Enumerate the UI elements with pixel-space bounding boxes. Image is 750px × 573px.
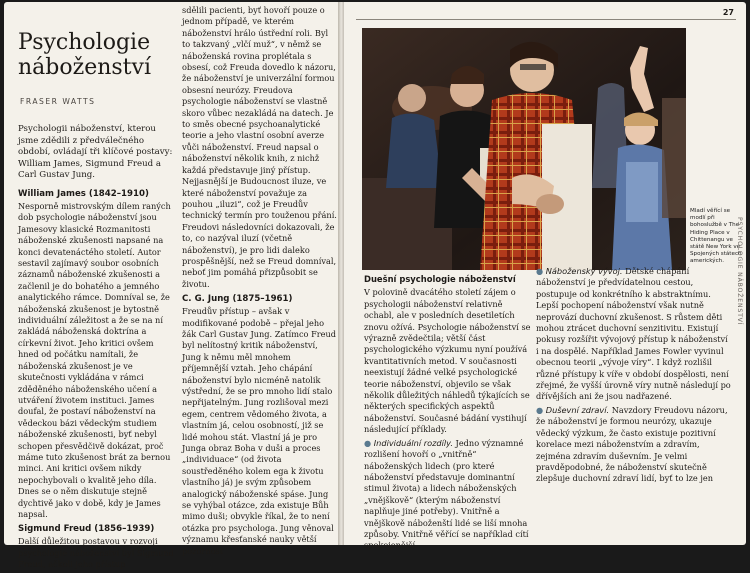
header-rule [356, 19, 736, 20]
page-title [18, 30, 198, 80]
intro-paragraph: Psychologii náboženství, kterou jsme zdědili z předválečného období, ovládají tři klíčové postavy: William James, Sigmund Freud a Carl Gustav Jung. [18, 124, 173, 181]
left-column-2 [182, 5, 338, 559]
author-name: FRASER WATTS [20, 97, 96, 106]
page-number: 27 [722, 8, 734, 17]
bullet-title: Individuální rozdíly. [373, 437, 453, 448]
bullet-icon: ● [536, 266, 544, 276]
right-column-1 [364, 274, 532, 554]
heading-james: William James (1842–1910) [18, 189, 149, 199]
left-page [4, 2, 340, 570]
bullet-icon: ● [364, 437, 372, 448]
bullet-religious-development [536, 266, 732, 403]
right-column-2 [536, 266, 732, 487]
left-column-1 [18, 185, 176, 573]
title-line-2: náboženství [18, 55, 151, 80]
section-side-tab: PSYCHOLOGIE NÁBOŽENSTVÍ [736, 217, 743, 326]
right-page [344, 2, 746, 551]
jung-paragraph: Freudův přístup – avšak v modifikované podobě – přejal jeho žák Carl Gustav Jung. Zatímco Freud byl nelítostný kritik náboženství, Jung k němu měl mnohem příjemnější vztah. Jeho chápání náboženství bylo nicméně natolik výstřední, že se pro mnoho lidí stalo nepřijatelným. Jung rozlišoval mezi egem, centrem vědomého života, a vlastním já, celou osobností, již se lidé mohou stát. Vlastní já je pro Junga obraz Boha v duši a proces „individuace“ (od života soustředěného kolem ega k životu vlastního já) je svým způsobem analogický náboženské spáse. Jung se vyhýbal otázce, zda existuje Bůh mimo duši; obvykle říkal, že to není otázka pro psychologa. Jung věnoval významu křesťanské nauky větší pozornost [182, 306, 337, 556]
bullet-title: Duševní zdraví. [545, 404, 610, 415]
modern-psychology-paragraph: V polovině dvacátého století zájem o psychologii náboženství relativně ochabl, ale v posledních desetiletích znovu ožívá. Psychologie náboženství se výrazně zvědečtila; větší část psychologického výzkumu nyní používá kvantitativních metod. V současnosti neexistují žádné velké psychologické teorie náboženství, objevilo se však několik důležitých náhledů týkajících se některých specifických aspektů náboženství. Současné bádání vystihují následující příklady. [364, 287, 531, 435]
bullet-text: Dětské chápání náboženství je předvídatelnou cestou, postupuje od konkrétního k abstraktnímu. Lepší pochopení náboženství však nutně neprovází duchovní zkušenost. S růstem děti mohou ztrácet duchovní senzitivitu. Existují pokusy rozšířit vývojový přístup k náboženství i na dospělé. Například James Fowler vyvinul obecnou teorii „vývoje víry“. I když rozlišil různé přístupy k víře v období dospělosti, není zřejmé, že vyšší úrovně víry nutně následují po dřívějších ani že jsou nadřazené. [536, 266, 731, 402]
photo-caption: Mladí věřící se modlí při bohoslužbě v The Hiding Place v Chittenangu ve státě New York ve Spojených státech amerických. [690, 208, 742, 265]
james-paragraph: Nesporně mistrovským dílem raných dob psychologie náboženství jsou Jamesovy klasické Rozmanitosti náboženské zkušenosti napsané na konci devatenáctého století. Autor sestavil zajímavý soubor osobních záznamů náboženské zkušenosti a začlenil je do bohatého a jemného analytického rámce. Domníval se, že náboženská zkušenost je bytostně individuální záležitost a že se na ní zakládá náboženská doktrína a církevní život. Jeho kritici ovšem hned od počátku namítali, že náboženská zkušenost je ve skutečnosti vykládána v rámci zděděného náboženského učení a utváření životem instituci. James doufal, že postaví náboženství na vědeckou bázi vědeckým studiem náboženské zkušenosti, byť nebyl schopen přesvědčivě dokázat, proč máme tuto zkušenost brát za bernou minci. Ani kritici ovšem nikdy nepochybovali o kvalitě jeho díla. Dnes se o něm diskutuje stejně dychtivě jako v době, kdy je James napsal. [18, 201, 171, 519]
bullet-text: Jedno významné rozlišení hovoří o „vnitřně“ náboženských lidech (pro které náboženství představuje dominantní stimul života) a lidech náboženských „vnějškově“ (kterým náboženství naplňuje jiné potřeby). Vnitřně a vnějškově náboženští lidé se liší mnoha způsoby. Vnitřně věřící se například cítí spokojenější [364, 437, 529, 551]
heading-freud: Sigmund Freud (1856–1939) [18, 524, 155, 535]
bullet-title: Náboženský vývoj. [545, 266, 623, 276]
worship-photo-illustration [362, 28, 686, 270]
heading-jung: C. G. Jung (1875–1961) [182, 294, 293, 305]
bullet-mental-health [536, 405, 732, 485]
freud-paragraph: Další důležitou postavou v rozvoji psychologie náboženství byl Sigmund Freud, ačkoli jeho přístup [18, 536, 174, 570]
title-line-1: Psychologie [18, 30, 151, 55]
bullet-text: Navzdory Freudovu názoru, že náboženství je formou neurózy, ukazuje vědecký výzkum, že často existuje pozitivní korelace mezi náboženstvím a zdravím, zejména zdravím duševním. Je velmi pravděpodobné, že náboženství skutečně zlepšuje duchovní zdraví lidí, byť to lze jen [536, 404, 728, 484]
worship-photo [362, 28, 686, 270]
heading-modern-psychology: Duešní psychologie náboženství [364, 274, 516, 284]
bullet-individual-differences [364, 438, 532, 552]
bullet-icon: ● [536, 404, 544, 415]
freud-continued-paragraph: sdělili pacienti, byť hovoří pouze o jednom případě, ve kterém náboženství hrálo ústřední roli. Byl to takzvaný „vlčí muž“, v němž se náboženská rovina proplétala s obsesí, což Freuda dovedlo k názoru, že náboženství je univerzální formou obsesní neurózy. Freudova psychologie náboženství se vlastně skoro vůbec nezakládá na datech. Je to směs obecné psychoanalytické teorie a jeho vlastní osobní averze vůči náboženství. Freud napsal o náboženství několik knih, z nichž každá představuje jiný přístup. Nejjasnější je Budoucnost iluze, ve které náboženství považuje za pouhou „iluzi“, což je Freudův technický termín pro touženou přání. Freudovi následovníci dokazovali, že to, co nazýval iluzí (včetně náboženství), je pro lidi daleko prospěšnější, než se Freud domníval, neboť jim pomáhá přizpůsobit se životu. [182, 5, 337, 289]
